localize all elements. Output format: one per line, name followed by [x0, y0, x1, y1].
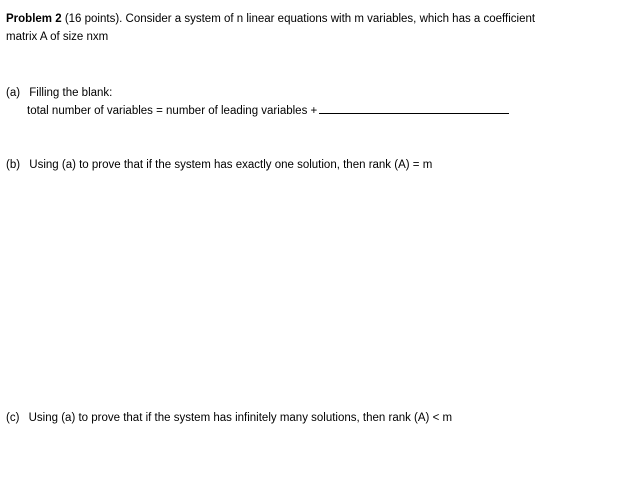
statement-line-2	[6, 30, 108, 44]
part-b-label: (b)	[6, 159, 21, 171]
answer-blank[interactable]	[319, 112, 509, 114]
problem-statement-text-2: matrix A of size nxm	[6, 31, 109, 43]
part-a-equation-line	[27, 104, 509, 118]
part-a-title: Filling the blank:	[29, 87, 113, 99]
part-c-label: (c)	[6, 412, 20, 424]
part-c	[6, 411, 452, 425]
part-b-text: Using (a) to prove that if the system has exactly one solution, then rank (A) = m	[29, 159, 433, 171]
part-c-text: Using (a) to prove that if the system has infinitely many solutions, then rank (A) < m	[28, 412, 453, 424]
problem-label: Problem 2	[6, 13, 62, 25]
part-a-heading	[6, 86, 112, 100]
problem-statement-text: Consider a system of n linear equations with m variables, which has a coefficient	[125, 13, 536, 25]
problem-points: (16 points).	[64, 13, 123, 25]
statement-line-1	[6, 12, 535, 26]
part-b	[6, 158, 432, 172]
part-a-label: (a)	[6, 87, 21, 99]
part-a-equation: total number of variables = number of leading variables +	[27, 105, 318, 117]
